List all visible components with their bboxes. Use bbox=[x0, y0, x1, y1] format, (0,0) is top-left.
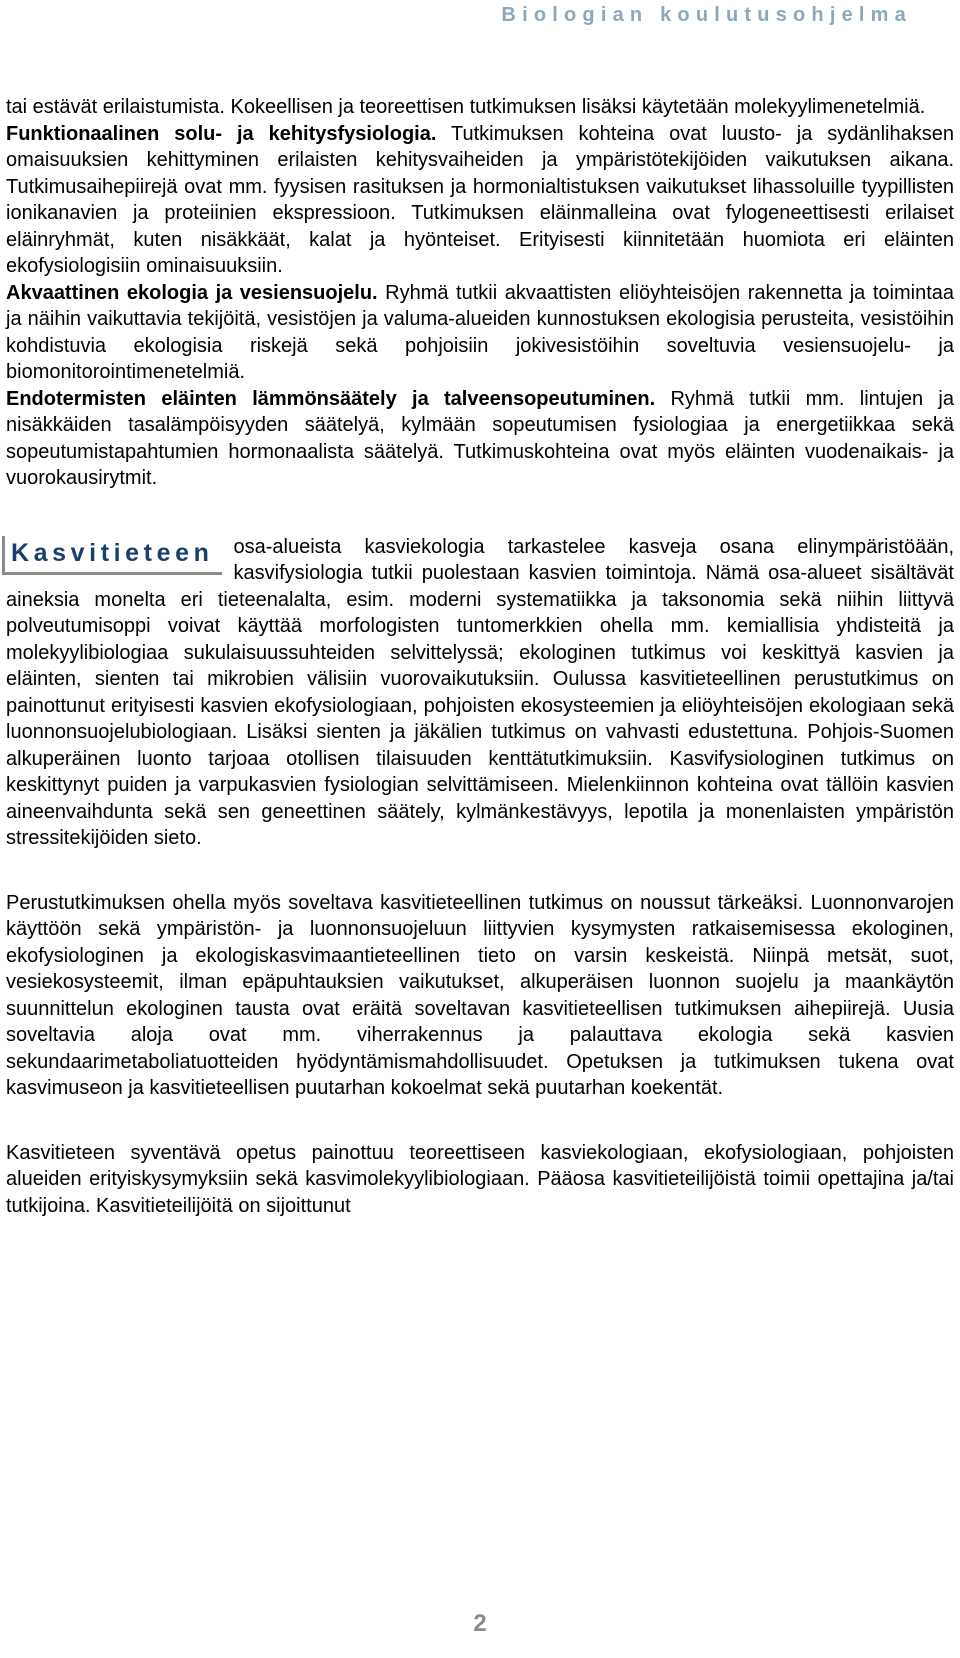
paragraph-text: osa-alueista kasviekologia tarkastelee kasveja osana elinympäristöään, kasvifysiologia tutkii puolestaan kasvien toimintoja. Nämä osa-alueet sisältävät aineksia monelta eri tieteenalalta, esim. moderni systematiikka ja taksonomia sekä niihin liittyvä polveutumisoppi voivat käyttää morfologisten tuntomerkkien ohella mm. kemiallisia yhdisteitä ja molekyylibiologiaa sukulaisuussuhteiden selvittelyssä; ekologinen tutkimus voi keskittyä kasvien ja eläinten, sienten tai mikrobien välisiin vuorovaikutuksiin. Oulussa kasvitieteellinen perustutkimus on painottunut erityisesti kasvien ekofysiologiaan, pohjoisten ekosysteemien ja eliöyhteisöjen ekologiaan sekä luonnonsuojelubiologiaan. Lisäksi sienten ja jäkälien tutkimus on vahvasti edustettuna. Pohjois-Suomen alkuperäinen luonto tarjoaa otollisen tilaisuuden kenttätutkimuksiin. Kasvifysiologinen tutkimus on keskittynyt puiden ja varpukasvien fysiologian selvittämiseen. Mielenkiinnon kohteina ovat tällöin kasvien aineenvaihdunta sekä sen geneettinen säätely, kylmänkestävyys, lepotila ja monenlaisten ympäristön stressitekijöiden sieto. bbox=[6, 535, 954, 849]
paragraph-botany-studies: Kasvitieteen syventävä opetus painottuu teoreettiseen kasviekologiaan, ekofysiologiaan, pohjoisten alueiden erityiskysymyksiin sekä kasvimolekyylibiologiaan. Pääosa kasvitieteilijöistä toimii opettajina ja/tai tutkijoina. Kasvitieteilijöitä on sijoittunut bbox=[6, 1141, 954, 1217]
page-number: 2 bbox=[473, 1610, 487, 1637]
page-header-title: Biologian koulutusohjelma bbox=[501, 4, 912, 26]
paragraph-botany-intro bbox=[6, 534, 954, 852]
paragraph-text: Ryhmä tutkii akvaattisten eliöyhteisöjen rakennetta ja toimintaa ja näihin vaikuttavia tekijöitä, vesistöjen ja valuma-alueiden kunnostuksen ekologisia perusteita, vesistöihin kohdistuvia ekologisia riskejä sekä pohjoisiin jokivesistöihin soveltuvia vesiensuojelu- ja biomonitorointimenetelmiä. bbox=[6, 281, 954, 383]
spacer bbox=[6, 492, 954, 534]
spacer bbox=[6, 1102, 954, 1140]
research-topic-heading: Endotermisten eläinten lämmönsäätely ja talveensopeutuminen. bbox=[6, 387, 656, 410]
document-body bbox=[6, 94, 954, 1219]
paragraph-applied-botany: Perustutkimuksen ohella myös soveltava kasvitieteellinen tutkimus on noussut tärkeäksi. Luonnonvarojen käyttöön sekä ympäristön- ja luonnonsuojeluun liittyvien kysymysten ratkaisemisessa ekologinen, ekofysiologinen ja ekologiskasvimaantieteellinen tieto on varsin keskeistä. Niinpä metsät, suot, vesiekosysteemit, ilman epäpuhtauksien vaikutukset, alkuperäisen luonnon suojelu ja maankäytön suunnittelun ekologinen tausta ovat eräitä soveltavan kasvitieteellisen tutkimuksen aihepiirejä. Uusia soveltavia aloja ovat mm. viherrakennus ja palauttava ekologia sekä kasvien sekundaarimetaboliatuotteiden hyödyntämismahdollisuudet. Opetuksen ja tutkimuksen tukena ovat kasvimuseon ja kasvitieteellisen puutarhan kokoelmat sekä puutarhan koekentät. bbox=[6, 891, 954, 1099]
research-topic-heading: Funktionaalinen solu- ja kehitysfysiologia. bbox=[6, 122, 437, 145]
paragraph-zoology bbox=[6, 94, 954, 492]
paragraph-text: Ryhmä tutkii mm. lintujen ja nisäkkäiden tasalämpöisyyden säätelyä, kylmään sopeutumisen fysiologiaa ja energetiikkaa sekä sopeutumistapahtumien hormonaalista säätelyä. Tutkimuskohteina ovat myös eläinten vuodenaikais- ja vuorokausirytmit. bbox=[6, 387, 954, 489]
paragraph-text: tai estävät erilaistumista. Kokeellisen ja teoreettisen tutkimuksen lisäksi käytetään molekyylimenetelmiä. bbox=[6, 96, 926, 118]
research-topic-heading: Akvaattinen ekologia ja vesiensuojelu. bbox=[6, 281, 378, 304]
section-title: Kasvitieteen bbox=[2, 536, 222, 575]
spacer bbox=[6, 852, 954, 890]
paragraph-text: Tutkimuksen kohteina ovat luusto- ja sydänlihaksen omaisuuksien kehittyminen erilaisten kehitysvaiheiden ja ympäristötekijöiden vaikutuksen aikana. Tutkimusaihepiirejä ovat mm. fyysisen rasituksen ja hormonialtistuksen vaikutukset lihassoluille tyypillisten ionikanavien ja proteiinien ekspressioon. Tutkimuksen eläinmalleina ovat fylogeneettisesti erilaiset eläinryhmät, kuten nisäkkäät, kalat ja hyönteiset. Erityisesti kiinnitetään huomiota eri eläinten ekofysiologisiin ominaisuuksiin. bbox=[6, 122, 954, 277]
